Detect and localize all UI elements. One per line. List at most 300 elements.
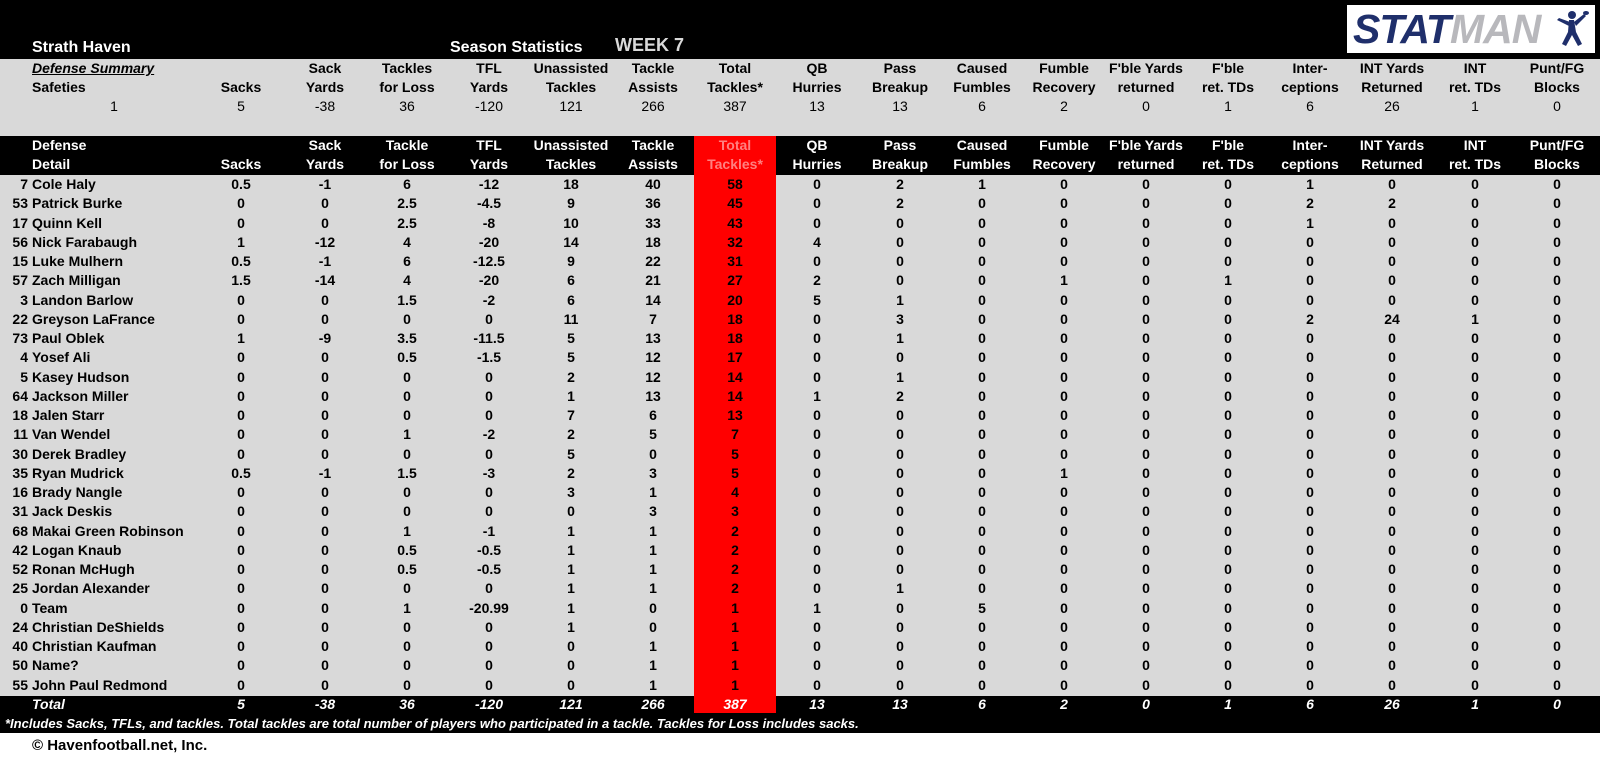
detail-header: Total bbox=[718, 137, 752, 153]
stat-cell: 0 bbox=[1471, 676, 1479, 693]
stat-cell: 0 bbox=[978, 195, 986, 212]
stat-cell: 32 bbox=[727, 233, 743, 250]
stat-cell: 1 bbox=[731, 676, 739, 693]
stat-cell: 0 bbox=[978, 464, 986, 481]
stat-cell: 0 bbox=[485, 387, 493, 404]
stat-cell: 13 bbox=[645, 330, 661, 346]
jersey-number: 0 bbox=[20, 599, 28, 616]
stat-cell: 0 bbox=[896, 541, 904, 558]
player-name: Ronan McHugh bbox=[32, 561, 135, 577]
stat-cell: 0 bbox=[896, 561, 904, 577]
total-cell: 13 bbox=[892, 696, 908, 712]
stat-cell: 0 bbox=[978, 657, 986, 674]
stat-cell: 0 bbox=[1471, 580, 1479, 597]
summary-header: TFL bbox=[476, 60, 502, 76]
total-cell: 0 bbox=[1142, 696, 1150, 712]
summary-header-safeties: Safeties bbox=[32, 79, 86, 95]
stat-cell: 0 bbox=[813, 618, 821, 635]
stat-cell: 0 bbox=[1388, 445, 1396, 462]
stat-cell: 0 bbox=[1553, 368, 1561, 385]
stat-cell: 0 bbox=[403, 407, 411, 423]
stat-cell: 0 bbox=[321, 387, 329, 404]
stat-cell: 0 bbox=[1553, 195, 1561, 212]
stat-cell: 0 bbox=[1306, 484, 1314, 500]
player-name: Patrick Burke bbox=[32, 195, 123, 212]
stat-cell: 0 bbox=[1142, 407, 1150, 423]
jersey-number: 68 bbox=[12, 522, 28, 539]
stat-cell: 0 bbox=[1224, 561, 1232, 577]
stat-cell: 0 bbox=[896, 426, 904, 443]
jersey-number: 22 bbox=[12, 310, 28, 327]
stat-cell: 0 bbox=[237, 618, 245, 635]
stat-cell: 0 bbox=[1142, 464, 1150, 481]
summary-value: 121 bbox=[559, 98, 583, 114]
stat-cell: 14 bbox=[563, 233, 579, 250]
stat-cell: 0 bbox=[321, 676, 329, 693]
stat-cell: 0 bbox=[1224, 445, 1232, 462]
stat-cell: 0 bbox=[321, 195, 329, 212]
stat-cell: 3 bbox=[567, 484, 575, 500]
stat-cell: 0 bbox=[485, 445, 493, 462]
summary-value: 6 bbox=[978, 98, 986, 114]
stat-cell: 1 bbox=[649, 484, 657, 500]
stat-cell: 0 bbox=[1553, 426, 1561, 443]
stat-cell: 0 bbox=[1142, 599, 1150, 616]
stat-cell: 0 bbox=[1553, 407, 1561, 423]
stat-cell: 0 bbox=[1306, 541, 1314, 558]
stat-cell: 0 bbox=[1142, 176, 1150, 192]
stat-cell: 0 bbox=[567, 676, 575, 693]
total-cell: 13 bbox=[809, 696, 825, 712]
stat-cell: 0 bbox=[978, 561, 986, 577]
stat-cell: 0 bbox=[1306, 387, 1314, 404]
stat-cell: 1 bbox=[896, 291, 904, 308]
stat-cell: 0 bbox=[1471, 599, 1479, 616]
summary-value: 266 bbox=[641, 98, 665, 114]
stat-cell: 0 bbox=[1060, 503, 1068, 520]
stat-cell: 0 bbox=[237, 349, 245, 366]
stat-cell: 0 bbox=[321, 426, 329, 443]
player-name: Cole Haly bbox=[32, 176, 96, 192]
player-name: Logan Knaub bbox=[32, 541, 122, 558]
stat-cell: 0 bbox=[1306, 638, 1314, 654]
total-cell: 6 bbox=[978, 696, 986, 712]
summary-header: Fumbles bbox=[953, 79, 1011, 95]
stat-cell: 0 bbox=[485, 407, 493, 423]
player-name: Ryan Mudrick bbox=[32, 464, 124, 481]
stat-cell: 1 bbox=[649, 541, 657, 558]
stat-cell: 0 bbox=[1060, 233, 1068, 250]
stat-cell: 1 bbox=[649, 638, 657, 654]
stat-cell: 1 bbox=[731, 638, 739, 654]
stat-cell: 0 bbox=[1306, 522, 1314, 539]
season-label: Season Statistics bbox=[450, 39, 583, 56]
stat-cell: 0 bbox=[1224, 618, 1232, 635]
stat-cell: 5 bbox=[567, 330, 575, 346]
stat-cell: 0 bbox=[813, 349, 821, 366]
summary-header: Caused bbox=[956, 60, 1008, 76]
stat-cell: 0 bbox=[1553, 233, 1561, 250]
stat-cell: 18 bbox=[563, 176, 579, 192]
total-cell: 266 bbox=[641, 696, 665, 712]
stat-cell: -8 bbox=[482, 214, 496, 231]
stat-cell: 0 bbox=[1142, 561, 1150, 577]
stat-cell: 2 bbox=[1388, 195, 1396, 212]
stat-cell: 0 bbox=[1142, 638, 1150, 654]
stat-cell: 0 bbox=[978, 349, 986, 366]
stat-cell: 0 bbox=[896, 676, 904, 693]
stat-cell: 0 bbox=[1553, 445, 1561, 462]
stat-cell: 0 bbox=[1553, 310, 1561, 327]
stat-cell: 0 bbox=[813, 330, 821, 346]
summary-header: Assists bbox=[628, 79, 678, 95]
stat-cell: 0 bbox=[485, 368, 493, 385]
stat-cell: 6 bbox=[403, 176, 411, 192]
stat-cell: 0 bbox=[237, 368, 245, 385]
stat-cell: 0 bbox=[321, 214, 329, 231]
stat-cell: 21 bbox=[645, 272, 661, 289]
stat-cell: 0 bbox=[1224, 291, 1232, 308]
stat-cell: 3 bbox=[649, 503, 657, 520]
stat-cell: 0 bbox=[1553, 272, 1561, 289]
jersey-number: 5 bbox=[20, 368, 28, 385]
stat-cell: -1 bbox=[318, 176, 332, 192]
stat-cell: 0 bbox=[321, 580, 329, 597]
stat-cell: 0 bbox=[485, 484, 493, 500]
jersey-number: 24 bbox=[12, 618, 28, 635]
stat-cell: 0 bbox=[1224, 464, 1232, 481]
stat-cell: 0 bbox=[978, 676, 986, 693]
detail-header: Recovery bbox=[1032, 156, 1096, 172]
stat-cell: 0 bbox=[1306, 368, 1314, 385]
summary-value: 36 bbox=[399, 98, 415, 114]
stat-cell: 0 bbox=[1471, 541, 1479, 558]
stat-cell: 5 bbox=[978, 599, 986, 616]
stat-cell: 0 bbox=[1388, 407, 1396, 423]
stat-cell: 0 bbox=[1224, 580, 1232, 597]
stat-cell: 0 bbox=[1060, 445, 1068, 462]
stat-cell: 0 bbox=[813, 176, 821, 192]
jersey-number: 30 bbox=[12, 445, 28, 462]
stat-cell: 0 bbox=[1142, 426, 1150, 443]
stat-cell: 0 bbox=[1060, 310, 1068, 327]
statman-logo bbox=[1346, 4, 1596, 54]
detail-title-line1: Defense bbox=[32, 137, 87, 153]
jersey-number: 17 bbox=[12, 214, 28, 231]
stat-cell: 1 bbox=[567, 387, 575, 404]
stat-cell: 0 bbox=[567, 657, 575, 674]
stat-cell: 43 bbox=[727, 214, 743, 231]
stat-cell: 0 bbox=[1553, 618, 1561, 635]
player-name: Quinn Kell bbox=[32, 214, 102, 231]
stat-cell: 0 bbox=[1388, 522, 1396, 539]
summary-header: Unassisted bbox=[533, 60, 609, 76]
detail-header: Tackles bbox=[545, 156, 597, 172]
copyright: © Havenfootball.net, Inc. bbox=[32, 737, 208, 754]
stat-cell: 45 bbox=[727, 195, 743, 212]
total-cell: 5 bbox=[237, 696, 245, 712]
stat-cell: 0 bbox=[485, 657, 493, 674]
stat-cell: 0 bbox=[1142, 503, 1150, 520]
stat-cell: 2 bbox=[896, 387, 904, 404]
stat-cell: 0 bbox=[1471, 445, 1479, 462]
stat-cell: 0 bbox=[896, 445, 904, 462]
stat-cell: 0 bbox=[978, 522, 986, 539]
stat-cell: 18 bbox=[645, 233, 661, 250]
stat-cell: 0 bbox=[813, 561, 821, 577]
stat-cell: 0 bbox=[1553, 599, 1561, 616]
stat-cell: 0 bbox=[403, 638, 411, 654]
stat-cell: 0 bbox=[237, 638, 245, 654]
total-label: Total bbox=[32, 696, 65, 712]
stat-cell: 0 bbox=[978, 214, 986, 231]
stat-cell: 0 bbox=[1224, 522, 1232, 539]
stat-cell: 27 bbox=[727, 272, 743, 289]
stat-cell: 1 bbox=[1224, 272, 1232, 289]
stat-cell: 0 bbox=[1471, 484, 1479, 500]
stat-cell: 2.5 bbox=[397, 195, 417, 212]
jersey-number: 4 bbox=[20, 349, 28, 366]
stat-cell: 0 bbox=[1553, 253, 1561, 269]
stat-cell: 0 bbox=[896, 349, 904, 366]
detail-header: for Loss bbox=[379, 156, 435, 172]
stat-cell: 1 bbox=[731, 657, 739, 674]
stat-cell: 0 bbox=[813, 253, 821, 269]
stat-cell: 0 bbox=[1388, 272, 1396, 289]
stat-cell: 5 bbox=[813, 291, 821, 308]
stat-cell: 0 bbox=[1388, 561, 1396, 577]
stat-cell: 0 bbox=[1060, 330, 1068, 346]
stat-cell: 0 bbox=[1388, 676, 1396, 693]
detail-header: Yards bbox=[469, 156, 509, 172]
detail-header: Inter- bbox=[1292, 137, 1328, 153]
stat-cell: 13 bbox=[727, 407, 743, 423]
stat-cell: 0 bbox=[1060, 176, 1068, 192]
stat-cell: 0 bbox=[1388, 638, 1396, 654]
stat-cell: 0 bbox=[1224, 176, 1232, 192]
stat-cell: -1 bbox=[318, 253, 332, 269]
stat-cell: 6 bbox=[403, 253, 411, 269]
detail-header: Sack bbox=[308, 137, 342, 153]
player-name: Team bbox=[32, 599, 68, 616]
logo-wordmark: STATMAN bbox=[1353, 6, 1541, 52]
player-name: Kasey Hudson bbox=[32, 368, 130, 385]
stat-cell: 0 bbox=[485, 638, 493, 654]
stat-cell: 0 bbox=[1471, 272, 1479, 289]
stat-cell: 0 bbox=[813, 464, 821, 481]
stat-cell: 17 bbox=[727, 349, 743, 366]
detail-header: Breakup bbox=[871, 156, 929, 172]
player-name: Derek Bradley bbox=[32, 445, 127, 462]
stat-cell: 0 bbox=[1471, 233, 1479, 250]
stat-cell: 0 bbox=[1142, 195, 1150, 212]
stat-cell: 0 bbox=[1553, 580, 1561, 597]
stat-cell: 0 bbox=[1471, 387, 1479, 404]
total-cell: 1 bbox=[1224, 696, 1232, 712]
stat-cell: 0 bbox=[237, 599, 245, 616]
summary-header: Hurries bbox=[792, 79, 842, 95]
stat-cell: 0 bbox=[567, 503, 575, 520]
stat-cell: 1 bbox=[567, 522, 575, 539]
stat-cell: 40 bbox=[645, 176, 661, 192]
stat-cell: 2 bbox=[731, 580, 739, 597]
stat-cell: 0 bbox=[1224, 541, 1232, 558]
stat-cell: 0 bbox=[813, 214, 821, 231]
player-name: Makai Green Robinson bbox=[32, 522, 184, 539]
stat-cell: 0 bbox=[896, 407, 904, 423]
stat-cell: 0 bbox=[237, 195, 245, 212]
stat-cell: 0 bbox=[978, 426, 986, 443]
stat-cell: 0 bbox=[1306, 445, 1314, 462]
stat-cell: 0 bbox=[237, 426, 245, 443]
stat-cell: 0 bbox=[321, 522, 329, 539]
stat-cell: 33 bbox=[645, 214, 661, 231]
stat-cell: 20 bbox=[727, 291, 743, 308]
stat-cell: 0 bbox=[813, 445, 821, 462]
stat-cell: 3.5 bbox=[397, 330, 417, 346]
summary-value: 1 bbox=[1471, 98, 1479, 114]
player-name: Christian DeShields bbox=[32, 618, 165, 635]
stat-cell: 22 bbox=[645, 253, 661, 269]
stat-cell: 2 bbox=[731, 561, 739, 577]
stat-cell: 0 bbox=[403, 618, 411, 635]
stat-cell: 0 bbox=[1224, 253, 1232, 269]
stat-cell: 2 bbox=[567, 464, 575, 481]
stat-cell: 0 bbox=[1060, 426, 1068, 443]
jersey-number: 55 bbox=[12, 676, 28, 693]
stat-cell: 1 bbox=[649, 657, 657, 674]
stat-cell: 1 bbox=[896, 368, 904, 385]
stat-cell: 6 bbox=[567, 272, 575, 289]
summary-header: INT bbox=[1463, 60, 1487, 76]
stat-cell: 0 bbox=[237, 561, 245, 577]
stat-cell: 0 bbox=[237, 503, 245, 520]
detail-header: Tackle bbox=[631, 137, 675, 153]
stat-cell: 31 bbox=[727, 253, 743, 269]
stat-cell: 0 bbox=[1306, 618, 1314, 635]
stat-cell: 6 bbox=[649, 407, 657, 423]
stat-cell: 1 bbox=[649, 522, 657, 539]
stat-cell: 0 bbox=[1306, 330, 1314, 346]
stat-cell: 1 bbox=[237, 233, 245, 250]
stat-cell: 0 bbox=[1142, 349, 1150, 366]
stat-cell: 4 bbox=[813, 233, 821, 250]
stat-cell: 2 bbox=[731, 522, 739, 539]
stat-cell: 1 bbox=[1306, 214, 1314, 231]
stat-cell: 0 bbox=[1060, 561, 1068, 577]
stat-cell: -0.5 bbox=[476, 561, 502, 577]
stat-cell: 0 bbox=[1471, 214, 1479, 231]
stat-cell: 0 bbox=[1142, 445, 1150, 462]
stat-cell: 0 bbox=[403, 484, 411, 500]
stat-cell: 2 bbox=[896, 176, 904, 192]
stat-cell: 0 bbox=[1388, 387, 1396, 404]
stat-cell: 0 bbox=[321, 503, 329, 520]
player-name: Jackson Miller bbox=[32, 387, 129, 404]
summary-value: 13 bbox=[892, 98, 908, 114]
stat-cell: 1.5 bbox=[397, 464, 417, 481]
stat-cell: 0 bbox=[978, 618, 986, 635]
stat-cell: 0 bbox=[321, 657, 329, 674]
stat-cell: 9 bbox=[567, 253, 575, 269]
summary-header: for Loss bbox=[379, 79, 435, 95]
stat-cell: 0 bbox=[321, 541, 329, 558]
stat-cell: 0 bbox=[1306, 272, 1314, 289]
stat-cell: 0 bbox=[1142, 214, 1150, 231]
stat-cell: 0 bbox=[1224, 407, 1232, 423]
stat-cell: 0 bbox=[896, 599, 904, 616]
stat-cell: 0 bbox=[321, 638, 329, 654]
detail-header: ceptions bbox=[1281, 156, 1339, 172]
detail-header: Pass bbox=[883, 137, 917, 153]
stat-cell: 0 bbox=[978, 541, 986, 558]
stat-cell: 18 bbox=[727, 310, 743, 327]
stat-cell: 3 bbox=[896, 310, 904, 327]
summary-header: Blocks bbox=[1534, 79, 1580, 95]
player-name: Jalen Starr bbox=[32, 407, 105, 423]
detail-header: Returned bbox=[1361, 156, 1423, 172]
stat-cell: 0 bbox=[1306, 233, 1314, 250]
stat-cell: 0 bbox=[1471, 176, 1479, 192]
stat-cell: 0 bbox=[1060, 387, 1068, 404]
detail-header: Tackle bbox=[385, 137, 429, 153]
stat-cell: 58 bbox=[727, 176, 743, 192]
stat-cell: 0 bbox=[1306, 349, 1314, 366]
stat-cell: 0 bbox=[1388, 618, 1396, 635]
stat-cell: -4.5 bbox=[476, 195, 502, 212]
stat-cell: 0 bbox=[813, 522, 821, 539]
detail-header: Caused bbox=[956, 137, 1008, 153]
stat-cell: 0 bbox=[1306, 580, 1314, 597]
stat-cell: 0 bbox=[1224, 214, 1232, 231]
stat-cell: 1 bbox=[1060, 272, 1068, 289]
stat-cell: 0 bbox=[321, 407, 329, 423]
stat-cell: 5 bbox=[567, 349, 575, 366]
jersey-number: 18 bbox=[12, 407, 28, 423]
stat-cell: 0 bbox=[1388, 503, 1396, 520]
stat-cell: 0 bbox=[1553, 464, 1561, 481]
stat-cell: 1 bbox=[731, 599, 739, 616]
summary-header: ret. TDs bbox=[1201, 79, 1255, 95]
stat-cell: 0.5 bbox=[231, 176, 251, 192]
summary-header: Breakup bbox=[871, 79, 929, 95]
stat-cell: 0 bbox=[1388, 368, 1396, 385]
stat-cell: 0 bbox=[896, 464, 904, 481]
stat-cell: 1 bbox=[403, 599, 411, 616]
stat-cell: 0 bbox=[978, 484, 986, 500]
stat-cell: 2 bbox=[813, 272, 821, 289]
stat-cell: 0 bbox=[1553, 638, 1561, 654]
stat-cell: -12 bbox=[478, 176, 500, 192]
stat-cell: 2 bbox=[1306, 310, 1314, 327]
stat-cell: 0 bbox=[813, 541, 821, 558]
total-cell: 387 bbox=[723, 696, 747, 712]
stat-cell: 0 bbox=[1142, 310, 1150, 327]
summary-header: Total bbox=[718, 60, 752, 76]
stat-cell: 1 bbox=[1060, 464, 1068, 481]
stat-cell: 0.5 bbox=[397, 541, 417, 558]
detail-header: Fumbles bbox=[953, 156, 1011, 172]
stat-cell: 2 bbox=[567, 368, 575, 385]
player-name: Name? bbox=[32, 657, 79, 674]
stat-cell: 0 bbox=[1553, 676, 1561, 693]
stat-cell: 0 bbox=[813, 676, 821, 693]
stat-cell: 0 bbox=[485, 580, 493, 597]
summary-value: -120 bbox=[474, 98, 504, 114]
detail-title-line2: Detail bbox=[32, 156, 71, 172]
stat-cell: 0 bbox=[567, 638, 575, 654]
stat-cell: -2 bbox=[482, 426, 496, 443]
